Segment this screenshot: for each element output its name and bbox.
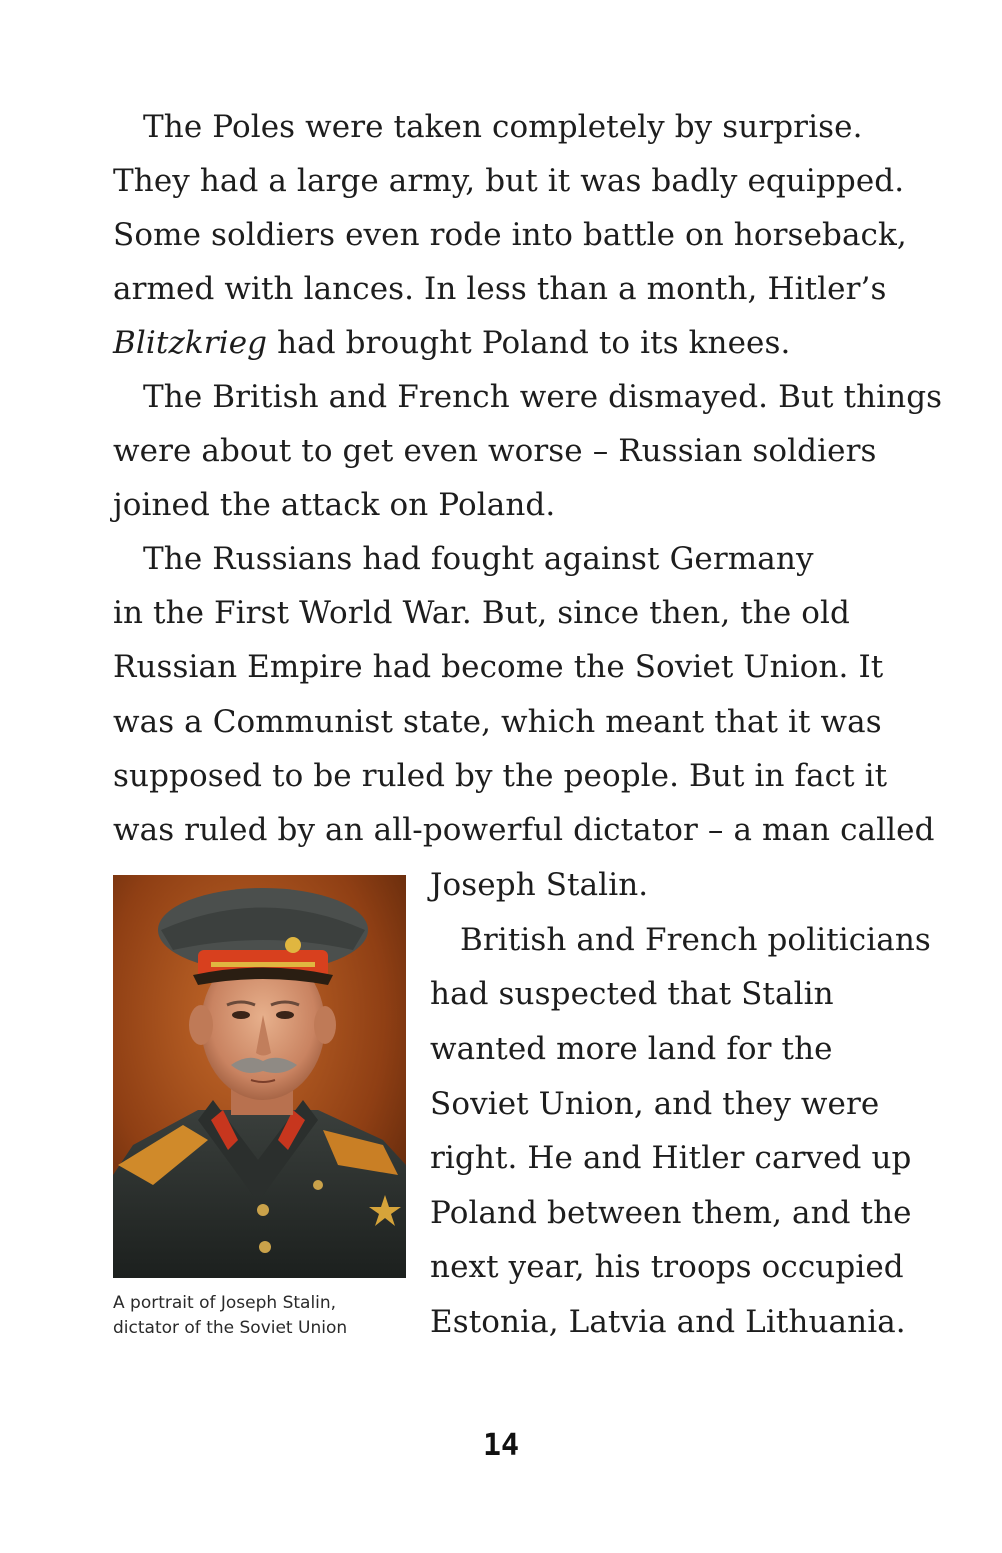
paragraph-1-line-4: armed with lances. In less than a month, Hitler’s	[113, 271, 887, 307]
paragraph-2-line-2: were about to get even worse – Russian soldiers	[113, 433, 877, 469]
page-number: 14	[482, 1428, 520, 1463]
paragraph-3-line-1: The Russians had fought against Germany	[143, 541, 814, 577]
paragraph-4-line-3: wanted more land for the	[430, 1031, 833, 1067]
paragraph-3-line-4: was a Communist state, which meant that it was	[113, 704, 882, 740]
paragraph-4-line-8: Estonia, Latvia and Lithuania.	[430, 1304, 906, 1340]
paragraph-3-line-5: supposed to be ruled by the people. But in fact it	[113, 758, 888, 794]
paragraph-4-line-2: had suspected that Stalin	[430, 976, 834, 1012]
stalin-portrait-image	[113, 875, 406, 1278]
portrait-caption-line-2: dictator of the Soviet Union	[113, 1318, 348, 1338]
paragraph-1-line-5-rest: had brought Poland to its knees.	[267, 325, 791, 361]
paragraph-1-line-1: The Poles were taken completely by surprise.	[143, 109, 863, 145]
paragraph-2-line-3: joined the attack on Poland.	[113, 487, 556, 523]
paragraph-3-line-6: was ruled by an all-powerful dictator – a man called	[113, 812, 935, 848]
paragraph-1-line-2: They had a large army, but it was badly equipped.	[113, 163, 905, 199]
blitzkrieg-term: Blitzkrieg	[113, 325, 268, 361]
paragraph-4-line-4: Soviet Union, and they were	[430, 1086, 880, 1122]
paragraph-4-line-5: right. He and Hitler carved up	[430, 1140, 912, 1176]
paragraph-1-line-3: Some soldiers even rode into battle on horseback,	[113, 217, 907, 253]
paragraph-3-line-2: in the First World War. But, since then, the old	[113, 595, 850, 631]
paragraph-3-line-7: Joseph Stalin.	[430, 867, 649, 903]
paragraph-2-line-1: The British and French were dismayed. But things	[143, 379, 943, 415]
paragraph-4-line-1: British and French politicians	[460, 922, 931, 958]
paragraph-4-line-6: Poland between them, and the	[430, 1195, 912, 1231]
paragraph-1-line-5	[113, 323, 790, 363]
portrait-caption-line-1: A portrait of Joseph Stalin,	[113, 1293, 337, 1313]
paragraph-3-line-3: Russian Empire had become the Soviet Union. It	[113, 649, 884, 685]
paragraph-4-line-7: next year, his troops occupied	[430, 1249, 904, 1285]
